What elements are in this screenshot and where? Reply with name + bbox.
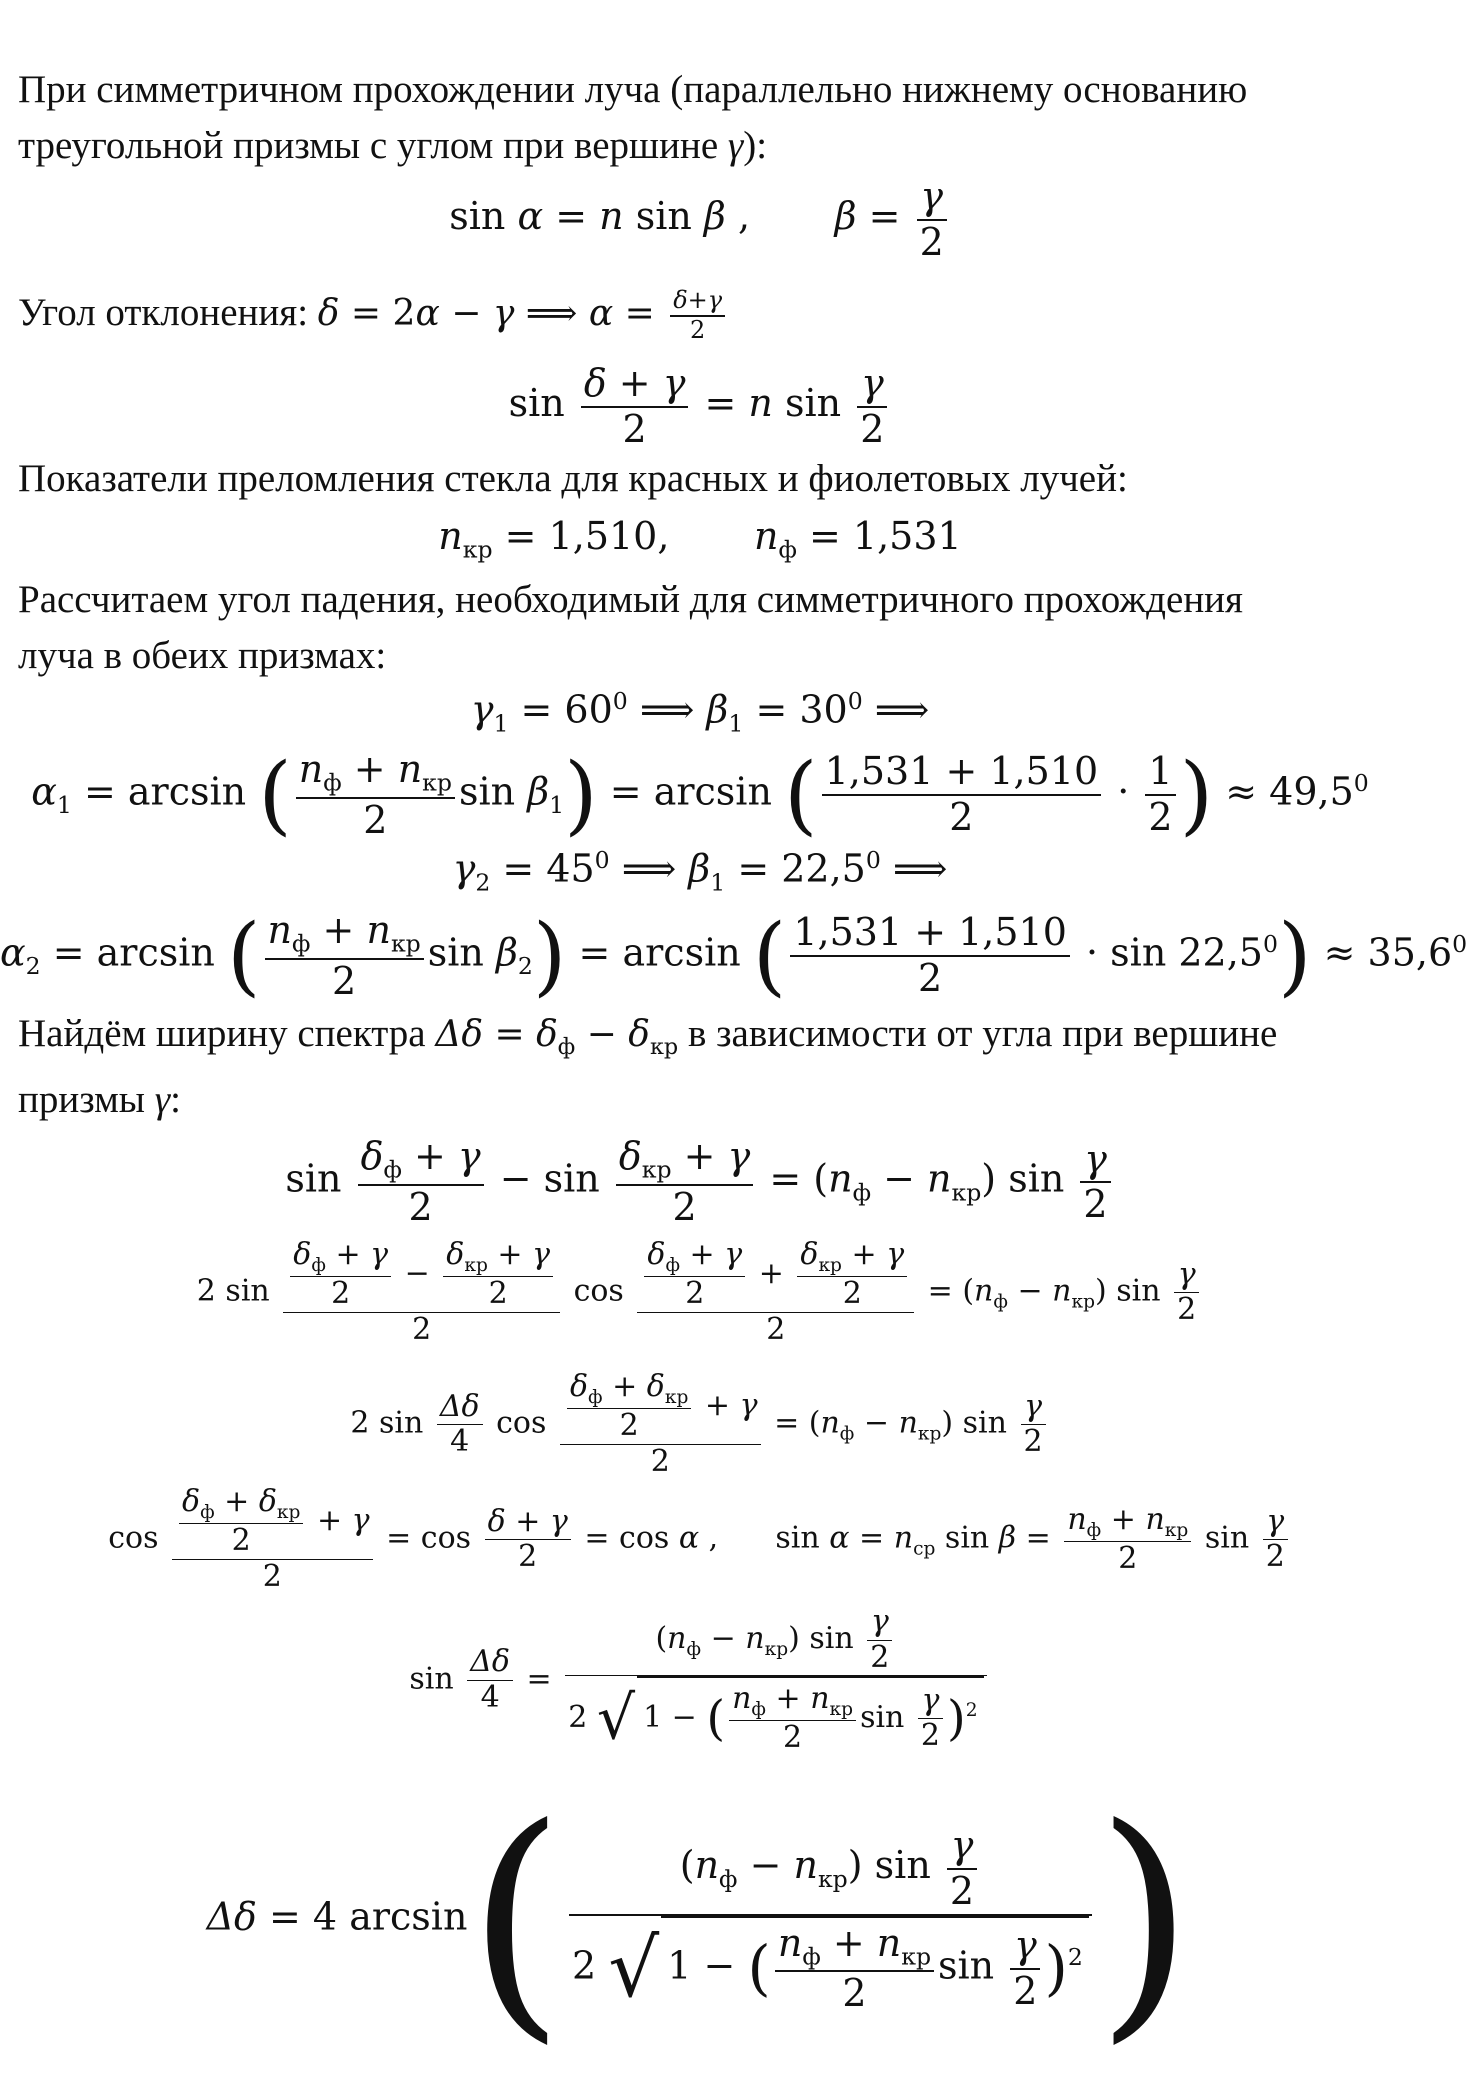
symmetry-equation: sin α = n sin β , β = $\frac{\gamma}{2}$ — [0, 175, 1400, 264]
half-angle-equation: 2 sin $\frac{\Delta\delta}{4}$ cos $\frac{\delta_ф + \delta_{кр}}{2}$ + γ 2 = $(n_ф - n_{кр})$ sin $\frac{\gamma}{2}$ — [0, 1370, 1400, 1479]
alpha2-equation: $\alpha_2 = \arcsin$ ( $\frac{n_ф + n_{кр}}{2}$ $\sin \beta_2) = \arcsin$ ( $\frac{1,531 + 1,510}{2}$ · $\sin 22,5^0) \approx 35,6^0$ — [0, 906, 1467, 1006]
cos-alpha-equation: cos $\frac{\delta_ф + \delta_{кр}}{2}$ + γ 2 = cos $\frac{\delta + \gamma}{2}$ = cos α , $\sin \alpha = n_{ср}$ sin β = $\frac{n_ф + n_{кр}}{2}$ sin $\frac{\gamma}{2}$ — [0, 1485, 1400, 1594]
deflection-line: Угол отклонения: δ = 2α − γ ⟹ α = $\frac{\delta+\gamma}{2}$ — [18, 283, 729, 345]
spectrum-width-line-1: Найдём ширину спектра $\Delta\delta = \delta_ф - \delta_{кр}$ в зависимости от угла при вершине — [18, 1012, 1278, 1061]
deflection-equation: sin $\frac{\delta + \gamma}{2}$ = n sin $\frac{\gamma}{2}$ — [0, 362, 1400, 451]
sum-to-product-equation: 2 sin $\frac{\delta_ф + \gamma}{2}$ − $\frac{\delta_{кр} + \gamma}{2}$ 2 cos $\frac{\delta_ф + \gamma}{2}$ + $\frac{\delta_{кр} + \gamma}{2}$ 2 = $(n_ф - n_{кр})$ sin $\frac{\gamma}{2}$ — [0, 1238, 1400, 1347]
sin-quarter-equation: sin $\frac{\Delta\delta}{4}$ = $(n_ф - n_{кр})$ sin $\frac{\gamma}{2}$ 2 √ 1 − ( $\frac{n_ф + n_{кр}}{2}$ sin $\frac{\gamma}{2}$ )$^2$ — [0, 1605, 1400, 1756]
n-red-value: 1,510 — [548, 514, 658, 558]
calc-line-1: Рассчитаем угол падения, необходимый для симметричного прохождения — [18, 578, 1243, 621]
alpha1-equation: $\alpha_1 = \arcsin$ ( $\frac{n_ф + n_{кр}}{2}$ $\sin \beta_1) = \arcsin$ ( $\frac{1,531 + 1,510}{2}$ · $\frac{1}{2}$ ) ≈ $49,5^0$ — [31, 745, 1369, 845]
prism2-angles: $\gamma_2 = 45^0$ ⟹ $\beta_1 = 22,5^0$ ⟹ — [452, 846, 948, 897]
calc-line-2: луча в обеих призмах: — [18, 634, 387, 677]
intro-line-1: При симметричном прохождении луча (параллельно нижнему основанию — [18, 68, 1248, 111]
refraction-indices: $n_{кр} = 1,510$, $n_ф = 1,531$ — [438, 514, 962, 564]
n-violet-value: 1,531 — [852, 514, 962, 558]
difference-equation: sin $\frac{\delta_ф + \gamma}{2}$ − sin $\frac{\delta_{кр} + \gamma}{2}$ = $(n_ф - n_{кр})$ sin $\frac{\gamma}{2}$ — [0, 1135, 1400, 1229]
prism1-angles: $\gamma_1 = 60^0$ ⟹ $\beta_1 = 30^0$ ⟹ — [470, 687, 930, 738]
spectrum-width-line-2: призмы γ: — [18, 1078, 181, 1121]
intro-line-2: треугольной призмы с углом при вершине γ): — [18, 124, 768, 167]
refraction-heading: Показатели преломления стекла для красных и фиолетовых лучей: — [18, 457, 1128, 500]
final-result-equation: Δδ = 4 arcsin( $(n_ф - n_{кр})$ sin $\frac{\gamma}{2}$ 2 √ 1 − ( $\frac{n_ф + n_{кр}}{2}$ sin $\frac{\gamma}{2}$ )$^2$ ) — [206, 1774, 1194, 2065]
